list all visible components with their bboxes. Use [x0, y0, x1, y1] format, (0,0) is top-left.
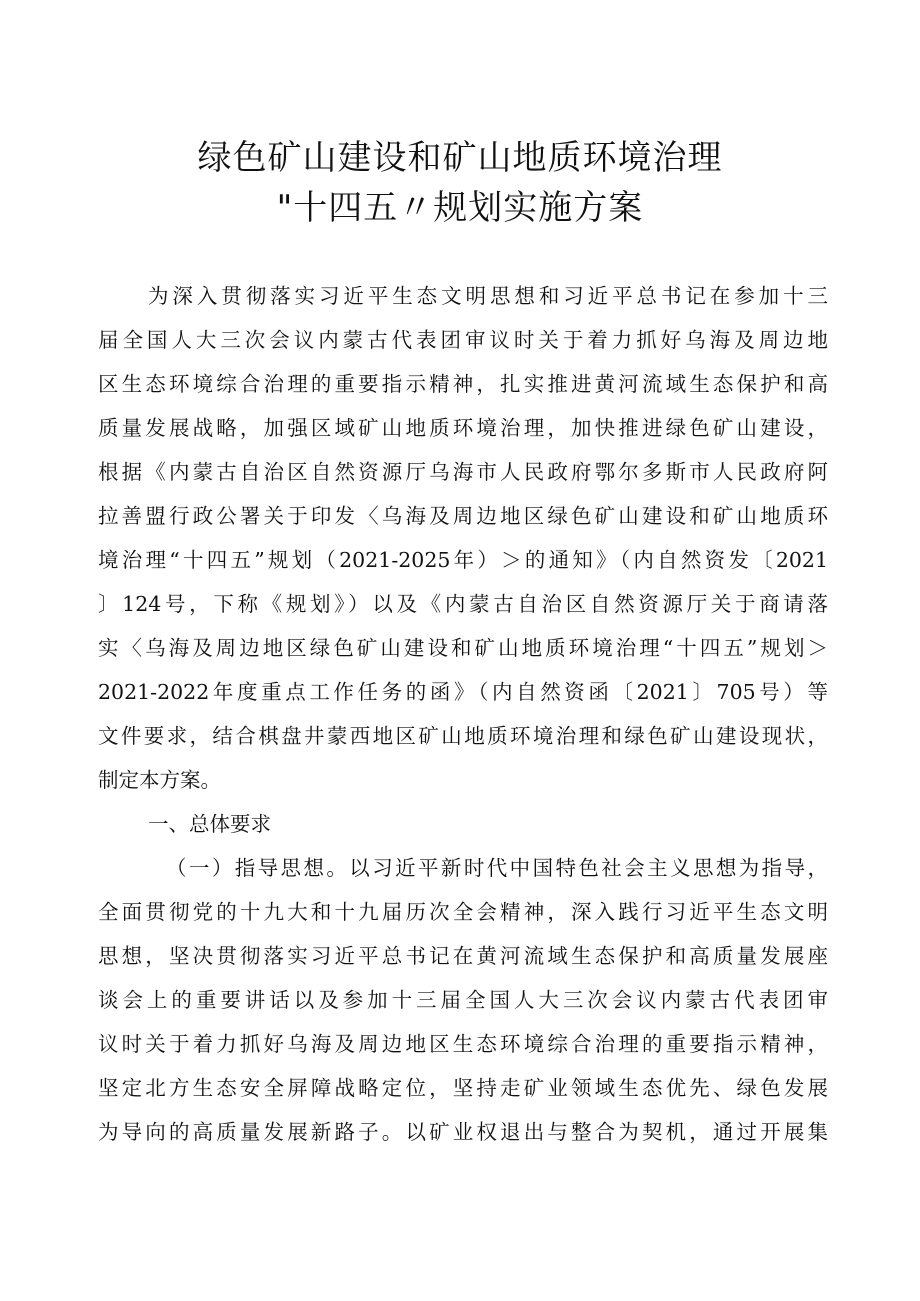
paragraph-line: 拉善盟行政公署关于印发〈乌海及周边地区绿色矿山建设和矿山地质环 — [98, 504, 828, 528]
paragraph-line: 文件要求，结合棋盘井蒙西地区矿山地质环境治理和绿色矿山建设现状， — [98, 724, 828, 748]
paragraph-line: 为深入贯彻落实习近平生态文明思想和习近平总书记在参加十三 — [148, 284, 828, 308]
paragraph-line: 根据《内蒙古自治区自然资源厅乌海市人民政府鄂尔多斯市人民政府阿 — [98, 460, 828, 484]
paragraph-line: 2021-2022年度重点工作任务的函》（内自然资函〔2021〕705号）等 — [98, 680, 828, 704]
paragraph-line: 实〈乌海及周边地区绿色矿山建设和矿山地质环境治理“十四五”规划＞ — [98, 636, 828, 660]
document-title-line-1: 绿色矿山建设和矿山地质环境治理 — [197, 138, 723, 178]
section-heading: 一、总体要求 — [148, 812, 271, 836]
paragraph-line: 为导向的高质量发展新路子。以矿业权退出与整合为契机，通过开展集 — [98, 1120, 828, 1144]
paragraph-line: （一）指导思想。以习近平新时代中国特色社会主义思想为指导， — [166, 856, 828, 880]
paragraph-line: 〕124号，下称《规划》）以及《内蒙古自治区自然资源厅关于商请落 — [98, 592, 828, 616]
document-title-line-2: "十四五〃规划实施方案 — [276, 188, 644, 228]
paragraph-line: 届全国人大三次会议内蒙古代表团审议时关于着力抓好乌海及周边地 — [98, 328, 828, 352]
paragraph-line: 思想，坚决贯彻落实习近平总书记在黄河流域生态保护和高质量发展座 — [98, 944, 828, 968]
paragraph-line: 坚定北方生态安全屏障战略定位，坚持走矿业领域生态优先、绿色发展 — [98, 1076, 828, 1100]
paragraph-line: 质量发展战略，加强区域矿山地质环境治理，加快推进绿色矿山建设， — [98, 416, 828, 440]
paragraph-line: 全面贯彻党的十九大和十九届历次全会精神，深入践行习近平生态文明 — [98, 900, 828, 924]
paragraph-line: 议时关于着力抓好乌海及周边地区生态环境综合治理的重要指示精神， — [98, 1032, 828, 1056]
paragraph-line: 谈会上的重要讲话以及参加十三届全国人大三次会议内蒙古代表团审 — [98, 988, 828, 1012]
paragraph-line: 境治理“十四五”规划（2021-2025年）＞的通知》（内自然资发〔2021 — [98, 548, 828, 572]
paragraph-line: 区生态环境综合治理的重要指示精神，扎实推进黄河流域生态保护和高 — [98, 372, 828, 396]
paragraph-line: 制定本方案。 — [98, 768, 221, 792]
